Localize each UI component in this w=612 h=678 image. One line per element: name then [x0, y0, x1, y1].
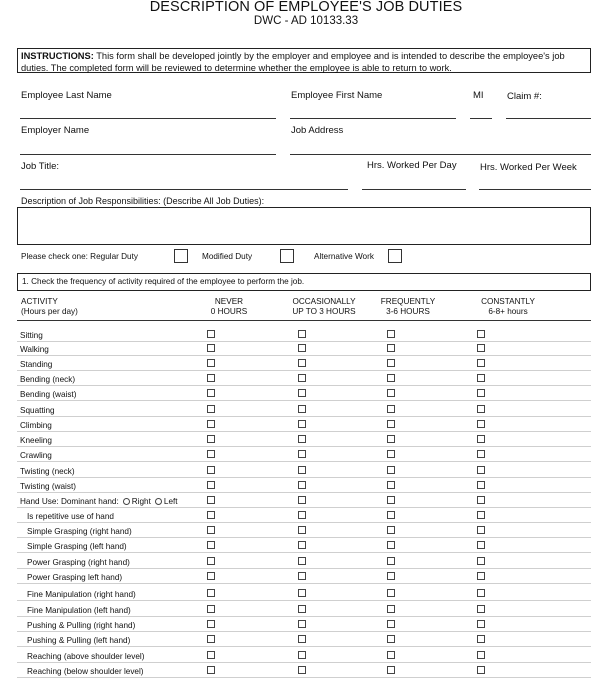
activity-label: Is repetitive use of hand: [27, 512, 114, 521]
checkbox-frequently[interactable]: [387, 589, 395, 597]
checkbox-frequently[interactable]: [387, 557, 395, 565]
table-row: [17, 602, 591, 617]
checkbox-never[interactable]: [207, 605, 215, 613]
hrs-week-field[interactable]: [479, 189, 591, 190]
checkbox-never[interactable]: [207, 541, 215, 549]
checkbox-constantly[interactable]: [477, 572, 485, 580]
hrs-day-field[interactable]: [362, 189, 466, 190]
activity-label: Squatting: [20, 406, 55, 415]
header-never: [189, 297, 269, 317]
job-address-field[interactable]: [290, 154, 591, 155]
instructions-label: INSTRUCTIONS:: [21, 51, 94, 61]
checkbox-constantly[interactable]: [477, 450, 485, 458]
table-row: [17, 463, 591, 478]
hrs-week-label: Hrs. Worked Per Week: [480, 162, 577, 173]
checkbox-occasionally[interactable]: [298, 541, 306, 549]
dominant-right-label: Right: [131, 497, 151, 506]
checkbox-constantly[interactable]: [477, 420, 485, 428]
header-constantly: [468, 297, 548, 317]
form-code: DWC - AD 10133.33: [253, 15, 359, 27]
employer-name-label: Employer Name: [21, 125, 90, 136]
checkbox-never[interactable]: [207, 435, 215, 443]
checkbox-occasionally[interactable]: [298, 389, 306, 397]
checkbox-frequently[interactable]: [387, 420, 395, 428]
checkbox-never[interactable]: [207, 651, 215, 659]
hand-use-label: [20, 497, 178, 506]
checkbox-occasionally[interactable]: [298, 450, 306, 458]
header-divider: [17, 320, 591, 321]
checkbox-occasionally[interactable]: [298, 466, 306, 474]
table-row: [17, 447, 591, 462]
checkbox-occasionally[interactable]: [298, 666, 306, 674]
checkbox-frequently[interactable]: [387, 450, 395, 458]
checkbox-constantly[interactable]: [477, 666, 485, 674]
checkbox-constantly[interactable]: [477, 466, 485, 474]
checkbox-never[interactable]: [207, 359, 215, 367]
activity-label: Power Grasping (right hand): [27, 558, 130, 567]
checkbox-frequently[interactable]: [387, 481, 395, 489]
activity-label: Simple Grasping (right hand): [27, 527, 132, 536]
checkbox-occasionally[interactable]: [298, 572, 306, 580]
checkbox-occasionally[interactable]: [298, 651, 306, 659]
checkbox-never[interactable]: [207, 481, 215, 489]
activity-label: Bending (neck): [20, 375, 76, 384]
job-title-label: Job Title:: [21, 161, 60, 172]
checkbox-never[interactable]: [207, 466, 215, 474]
checkbox-occasionally[interactable]: [298, 330, 306, 338]
activity-label: Climbing: [20, 421, 52, 430]
header-frequently: [368, 297, 448, 317]
header-never-sub: 0 HOURS: [210, 307, 248, 316]
job-address-label: Job Address: [291, 125, 344, 136]
hrs-day-label: Hrs. Worked Per Day: [367, 160, 457, 171]
instructions-box: [17, 48, 591, 73]
checkbox-constantly[interactable]: [477, 330, 485, 338]
question-1: 1. Check the frequency of activity required of the employee to perform the job.: [17, 273, 591, 291]
checkbox-occasionally[interactable]: [298, 526, 306, 534]
checkbox-constantly[interactable]: [477, 405, 485, 413]
checkbox-frequently[interactable]: [387, 620, 395, 628]
table-row: [17, 493, 591, 508]
table-row: [17, 538, 591, 553]
table-row: [17, 432, 591, 447]
checkbox-never[interactable]: [207, 420, 215, 428]
table-row: [17, 648, 591, 663]
first-name-label: Employee First Name: [291, 90, 383, 101]
header-occasionally: [269, 297, 379, 317]
checkbox-never[interactable]: [207, 572, 215, 580]
checkbox-constantly[interactable]: [477, 557, 485, 565]
header-constantly-label: CONSTANTLY: [481, 297, 535, 306]
checkbox-never[interactable]: [207, 496, 215, 504]
form-title: DESCRIPTION OF EMPLOYEE'S JOB DUTIES: [149, 0, 463, 15]
hand-use-text: Hand Use: Dominant hand:: [20, 497, 119, 506]
checkbox-never[interactable]: [207, 330, 215, 338]
last-name-field[interactable]: [20, 118, 276, 119]
checkbox-constantly[interactable]: [477, 541, 485, 549]
checkbox-never[interactable]: [207, 589, 215, 597]
mi-label: MI: [473, 90, 484, 101]
checkbox-occasionally[interactable]: [298, 557, 306, 565]
modified-duty-checkbox[interactable]: [280, 249, 294, 263]
activity-label: Fine Manipulation (left hand): [27, 606, 131, 615]
employer-name-field[interactable]: [20, 154, 276, 155]
table-row: [17, 523, 591, 538]
checkbox-constantly[interactable]: [477, 496, 485, 504]
activity-label: Reaching (above shoulder level): [27, 652, 145, 661]
checkbox-occasionally[interactable]: [298, 496, 306, 504]
checkbox-frequently[interactable]: [387, 496, 395, 504]
activity-label: Twisting (neck): [20, 467, 75, 476]
checkbox-constantly[interactable]: [477, 635, 485, 643]
checkbox-never[interactable]: [207, 557, 215, 565]
checkbox-frequently[interactable]: [387, 405, 395, 413]
checkbox-frequently[interactable]: [387, 374, 395, 382]
checkbox-never[interactable]: [207, 635, 215, 643]
checkbox-occasionally[interactable]: [298, 405, 306, 413]
checkbox-occasionally[interactable]: [298, 511, 306, 519]
checkbox-constantly[interactable]: [477, 526, 485, 534]
table-row: [17, 327, 591, 342]
checkbox-frequently[interactable]: [387, 635, 395, 643]
checkbox-frequently[interactable]: [387, 511, 395, 519]
checkbox-frequently[interactable]: [387, 666, 395, 674]
checkbox-never[interactable]: [207, 405, 215, 413]
checkbox-frequently[interactable]: [387, 344, 395, 352]
checkbox-constantly[interactable]: [477, 620, 485, 628]
claim-field[interactable]: [506, 118, 591, 119]
checkbox-frequently[interactable]: [387, 541, 395, 549]
table-row: [17, 417, 591, 432]
activity-label: Simple Grasping (left hand): [27, 542, 127, 551]
header-frequently-sub: 3-6 HOURS: [386, 307, 430, 316]
checkbox-frequently[interactable]: [387, 651, 395, 659]
checkbox-never[interactable]: [207, 374, 215, 382]
checkbox-constantly[interactable]: [477, 589, 485, 597]
activity-label: Sitting: [20, 331, 43, 340]
header-activity-label: ACTIVITY: [21, 297, 58, 306]
checkbox-frequently[interactable]: [387, 466, 395, 474]
header-occasionally-sub: UP TO 3 HOURS: [292, 307, 356, 316]
modified-duty-label: Modified Duty: [202, 252, 253, 261]
checkbox-frequently[interactable]: [387, 605, 395, 613]
checkbox-frequently[interactable]: [387, 330, 395, 338]
table-row: [17, 386, 591, 401]
dominant-left-label: Left: [163, 497, 178, 506]
activity-label: Fine Manipulation (right hand): [27, 590, 136, 599]
checkbox-never[interactable]: [207, 526, 215, 534]
table-row: [17, 617, 591, 632]
checkbox-frequently[interactable]: [387, 359, 395, 367]
first-name-field[interactable]: [290, 118, 456, 119]
table-row: [17, 554, 591, 569]
checkbox-constantly[interactable]: [477, 435, 485, 443]
table-row: [17, 371, 591, 386]
instructions-text: This form shall be developed jointly by the employer and employee and is intended to describe the employee's job duties. The completed form will be reviewed to determine whether the employee is able to return to work.: [21, 51, 565, 73]
activity-label: Bending (waist): [20, 390, 77, 399]
checkbox-constantly[interactable]: [477, 481, 485, 489]
activity-label: Walking: [20, 345, 49, 354]
checkbox-constantly[interactable]: [477, 651, 485, 659]
activity-label: Standing: [20, 360, 53, 369]
mi-field[interactable]: [470, 118, 492, 119]
checkbox-occasionally[interactable]: [298, 420, 306, 428]
checkbox-never[interactable]: [207, 344, 215, 352]
checkbox-frequently[interactable]: [387, 435, 395, 443]
dominant-right-radio[interactable]: [123, 498, 130, 505]
checkbox-constantly[interactable]: [477, 374, 485, 382]
table-row: [17, 663, 591, 678]
table-row: [17, 508, 591, 523]
activity-label: Pushing & Pulling (left hand): [27, 636, 131, 645]
table-row: [17, 586, 591, 601]
checkbox-never[interactable]: [207, 389, 215, 397]
checkbox-constantly[interactable]: [477, 359, 485, 367]
checkbox-never[interactable]: [207, 450, 215, 458]
last-name-label: Employee Last Name: [21, 90, 112, 101]
table-row: [17, 356, 591, 371]
alternative-work-checkbox[interactable]: [388, 249, 402, 263]
duty-prompt: Please check one: Regular Duty: [21, 252, 138, 261]
dominant-left-radio[interactable]: [155, 498, 162, 505]
description-label: Description of Job Responsibilities: (Describe All Job Duties):: [21, 196, 265, 206]
checkbox-frequently[interactable]: [387, 389, 395, 397]
checkbox-never[interactable]: [207, 620, 215, 628]
alternative-work-label: Alternative Work: [314, 252, 374, 261]
activity-label: Kneeling: [20, 436, 52, 445]
activity-label: Twisting (waist): [20, 482, 76, 491]
checkbox-occasionally[interactable]: [298, 635, 306, 643]
checkbox-occasionally[interactable]: [298, 620, 306, 628]
checkbox-frequently[interactable]: [387, 572, 395, 580]
checkbox-frequently[interactable]: [387, 526, 395, 534]
checkbox-never[interactable]: [207, 666, 215, 674]
header-activity-sub: (Hours per day): [21, 307, 78, 316]
checkbox-occasionally[interactable]: [298, 359, 306, 367]
checkbox-occasionally[interactable]: [298, 344, 306, 352]
header-never-label: NEVER: [214, 297, 244, 306]
checkbox-constantly[interactable]: [477, 389, 485, 397]
activity-label: Pushing & Pulling (right hand): [27, 621, 136, 630]
checkbox-constantly[interactable]: [477, 605, 485, 613]
header-occasionally-label: OCCASIONALLY: [292, 297, 356, 306]
table-row: [17, 478, 591, 493]
header-constantly-sub: 6-8+ hours: [488, 307, 528, 316]
header-frequently-label: FREQUENTLY: [380, 297, 436, 306]
checkbox-occasionally[interactable]: [298, 435, 306, 443]
checkbox-constantly[interactable]: [477, 511, 485, 519]
job-title-field[interactable]: [20, 189, 348, 190]
checkbox-never[interactable]: [207, 511, 215, 519]
checkbox-occasionally[interactable]: [298, 481, 306, 489]
checkbox-occasionally[interactable]: [298, 589, 306, 597]
regular-duty-checkbox[interactable]: [174, 249, 188, 263]
table-row: [17, 632, 591, 647]
table-row: [17, 569, 591, 584]
checkbox-occasionally[interactable]: [298, 374, 306, 382]
table-row: [17, 402, 591, 417]
checkbox-constantly[interactable]: [477, 344, 485, 352]
claim-label: Claim #:: [507, 91, 542, 102]
checkbox-occasionally[interactable]: [298, 605, 306, 613]
header-activity: [21, 297, 78, 317]
activity-label: Power Grasping left hand): [27, 573, 123, 582]
activity-label: Crawling: [20, 451, 52, 460]
table-row: [17, 341, 591, 356]
activity-label: Reaching (below shoulder level): [27, 667, 144, 676]
description-box[interactable]: [17, 207, 591, 245]
